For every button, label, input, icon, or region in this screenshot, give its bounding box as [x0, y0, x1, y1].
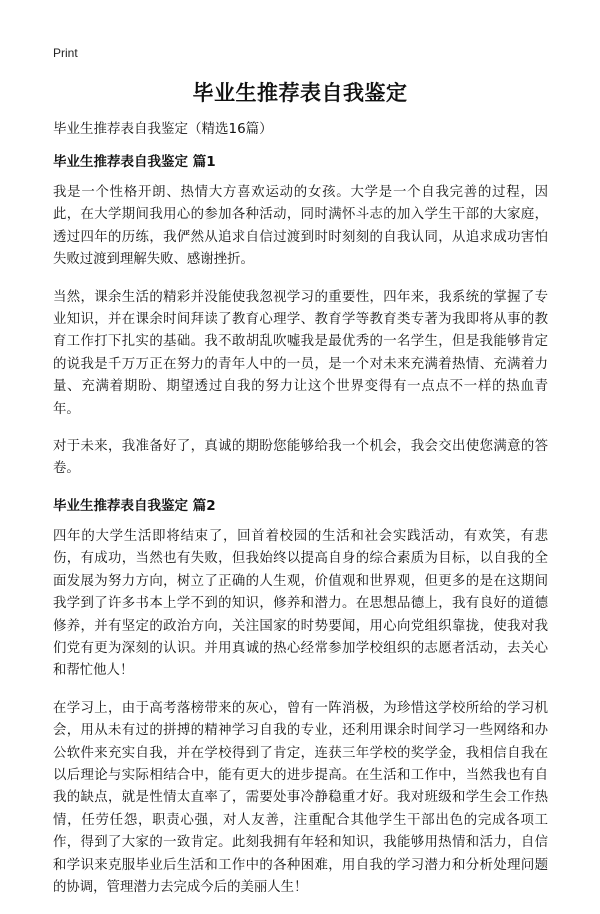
body-paragraph: 对于未来，我准备好了，真诚的期盼您能够给我一个机会，我会交出使您满意的答卷。 [53, 439, 548, 477]
section-heading: 毕业生推荐表自我鉴定 篇2 [53, 497, 216, 514]
body-paragraph: 在学习上，由于高考落榜带来的灰心，曾有一阵消极，为珍惜这学校所给的学习机会，用从未有过的拼搏的精神学习自我的专业，还利用课余时间学习一些网络和办公软件来充实自我，并在学校得到了肯定，连获三年学校的奖学金，我相信自我在以后理论与实际相结合中，能有更大的进步提高。在生活和工作中，当然我也有自我的缺点，就是性情太直率了，需要处事冷静稳重才好。我对班级和学生会工作热情，任劳任怨，职责心强，对人友善，注重配合其他学生干部出色的完成各项工作，得到了大家的一致肯定。此刻我拥有年轻和知识，我能够用热情和活力，自信和学识来克服毕业后生活和工作中的各种困难，用自我的学习潜力和分析处理问题的协调，管理潜力去完成今后的美丽人生！ [53, 700, 548, 895]
essay-section-1 [53, 152, 548, 481]
section-heading: 毕业生推荐表自我鉴定 篇1 [53, 154, 216, 170]
document-body [53, 119, 548, 914]
essay-section-2 [53, 496, 548, 900]
body-paragraph: 我是一个性格开朗、热情大方喜欢运动的女孩。大学是一个自我完善的过程，因此，在大学期间我用心的参加各种活动，同时满怀斗志的加入学生干部的大家庭，透过四年的历练，我俨然从追求自信过渡到时时刻刻的自我认同，从追求成功害怕失败过渡到理解失败、感谢挫折。 [53, 185, 548, 268]
body-paragraph: 当然，课余生活的精彩并没能使我忽视学习的重要性，四年来，我系统的掌握了专业知识，并在课余时间拜读了教育心理学、教育学等教育类专著为我即将从事的教育工作打下扎实的基础。我不敢胡乱吹嘘我是最优秀的一名学生，但是我能够肯定的说我是千万万正在努力的青年人中的一员，是一个对未来充满着热情、充满着力量、充满着期盼、期望透过自我的努力让这个世界变得有一点点不一样的热血青年。 [53, 289, 548, 417]
print-link[interactable]: Print [53, 46, 78, 60]
document-subtitle: 毕业生推荐表自我鉴定（精选16篇） [53, 121, 273, 137]
body-paragraph: 四年的大学生活即将结束了，回首着校园的生活和社会实践活动，有欢笑，有悲伤，有成功，当然也有失败，但我始终以提高自身的综合素质为目标，以自我的全面发展为努力方向，树立了正确的人生观，价值观和世界观，但更多的是在这期间我学到了许多书本上学不到的知识，修养和潜力。在思想品德上，我有良好的道德修养，并有坚定的政治方向，关注国家的时势要闻，用心向党组织靠拢，使我对我们党有更为深刻的认识。并用真诚的热心经常参加学校组织的志愿者活动，去关心和帮忙他人！ [53, 528, 548, 679]
page-title: 毕业生推荐表自我鉴定 [192, 81, 408, 105]
